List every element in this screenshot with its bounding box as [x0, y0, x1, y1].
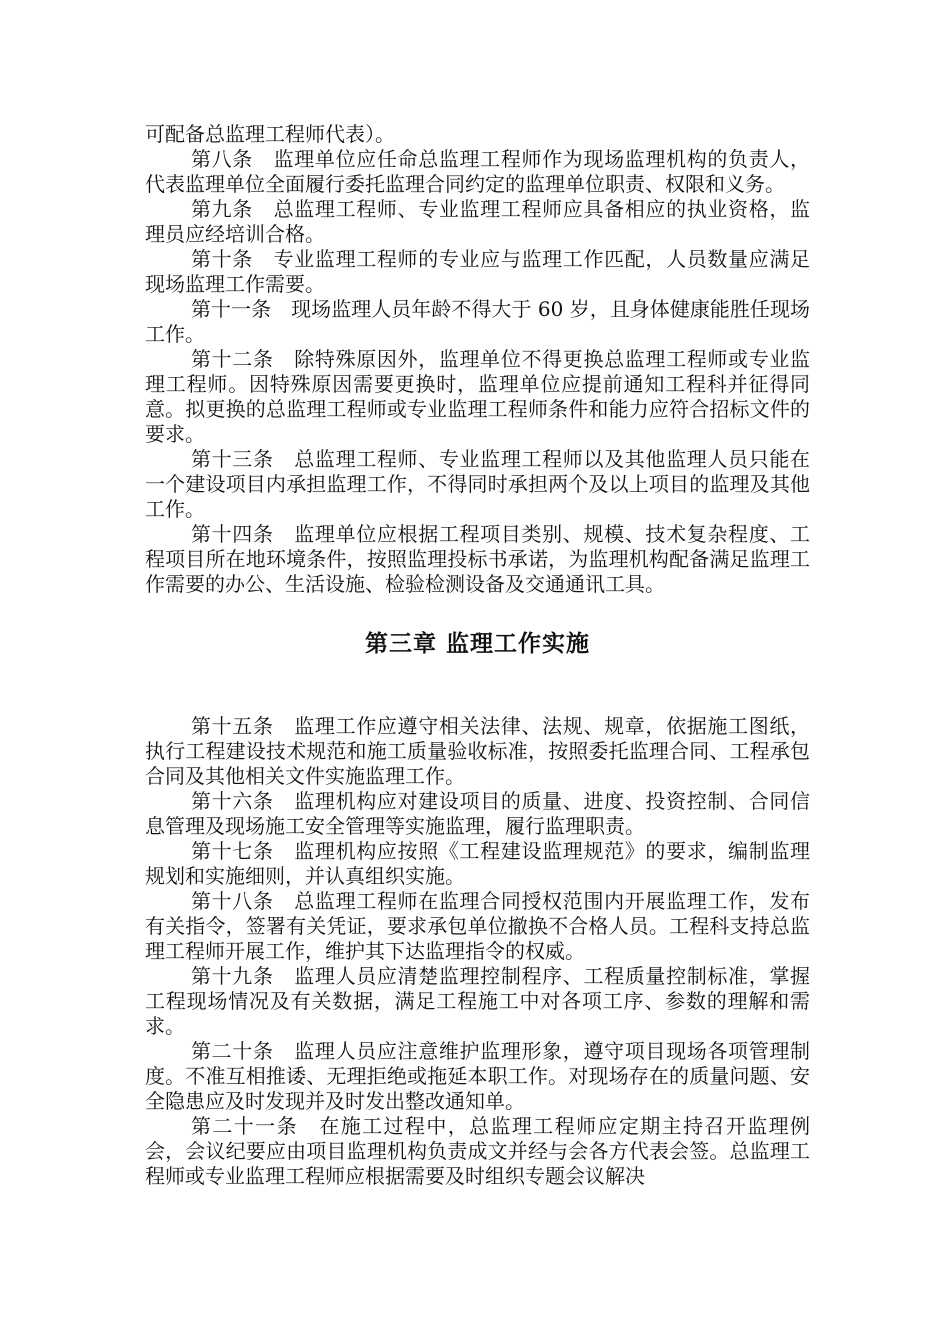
article-21: 第二十一条 在施工过程中，总监理工程师应定期主持召开监理例会，会议纪要应由项目监理机构负责成文并经与会各方代表会签。总监理工程师或专业监理工程师应根据需要及时组织专题会议解决 [145, 1114, 810, 1188]
article-14: 第十四条 监理单位应根据工程项目类别、规模、技术复杂程度、工程项目所在地环境条件，按照监理投标书承诺，为监理机构配备满足监理工作需要的办公、生活设施、检验检测设备及交通通讯工具。 [145, 522, 810, 596]
article-19: 第十九条 监理人员应清楚监理控制程序、工程质量控制标准，掌握工程现场情况及有关数据，满足工程施工中对各项工序、参数的理解和需求。 [145, 964, 810, 1038]
article-17: 第十七条 监理机构应按照《工程建设监理规范》的要求，编制监理规划和实施细则，并认真组织实施。 [145, 839, 810, 888]
article-9: 第九条 总监理工程师、专业监理工程师应具备相应的执业资格，监理员应经培训合格。 [145, 197, 810, 246]
article-16: 第十六条 监理机构应对建设项目的质量、进度、投资控制、合同信息管理及现场施工安全管理等实施监理，履行监理职责。 [145, 789, 810, 838]
chapter-spacer [145, 664, 810, 714]
article-11: 第十一条 现场监理人员年龄不得大于 60 岁，且身体健康能胜任现场工作。 [145, 297, 810, 346]
article-8: 第八条 监理单位应任命总监理工程师作为现场监理机构的负责人，代表监理单位全面履行委托监理合同约定的监理单位职责、权限和义务。 [145, 147, 810, 196]
paragraph-continuation: 可配备总监理工程师代表）。 [145, 122, 395, 146]
article-12: 第十二条 除特殊原因外，监理单位不得更换总监理工程师或专业监理工程师。因特殊原因需要更换时，监理单位应提前通知工程科并征得同意。拟更换的总监理工程师或专业监理工程师条件和能力应符合招标文件的要求。 [145, 347, 810, 446]
article-18: 第十八条 总监理工程师在监理合同授权范围内开展监理工作，发布有关指令，签署有关凭证，要求承包单位撤换不合格人员。工程科支持总监理工程师开展工作，维护其下达监理指令的权威。 [145, 889, 810, 963]
article-20: 第二十条 监理人员应注意维护监理形象，遵守项目现场各项管理制度。不准互相推诿、无理拒绝或拖延本职工作。对现场存在的质量问题、安全隐患应及时发现并及时发出整改通知单。 [145, 1039, 810, 1113]
chapter-heading: 第三章 监理工作实施 [364, 631, 590, 657]
document-page [145, 122, 810, 1189]
article-13: 第十三条 总监理工程师、专业监理工程师以及其他监理人员只能在一个建设项目内承担监理工作，不得同时承担两个及以上项目的监理及其他工作。 [145, 447, 810, 521]
article-15: 第十五条 监理工作应遵守相关法律、法规、规章，依据施工图纸，执行工程建设技术规范和施工质量验收标准，按照委托监理合同、工程承包合同及其他相关文件实施监理工作。 [145, 714, 810, 788]
article-10: 第十条 专业监理工程师的专业应与监理工作匹配，人员数量应满足现场监理工作需要。 [145, 247, 810, 296]
